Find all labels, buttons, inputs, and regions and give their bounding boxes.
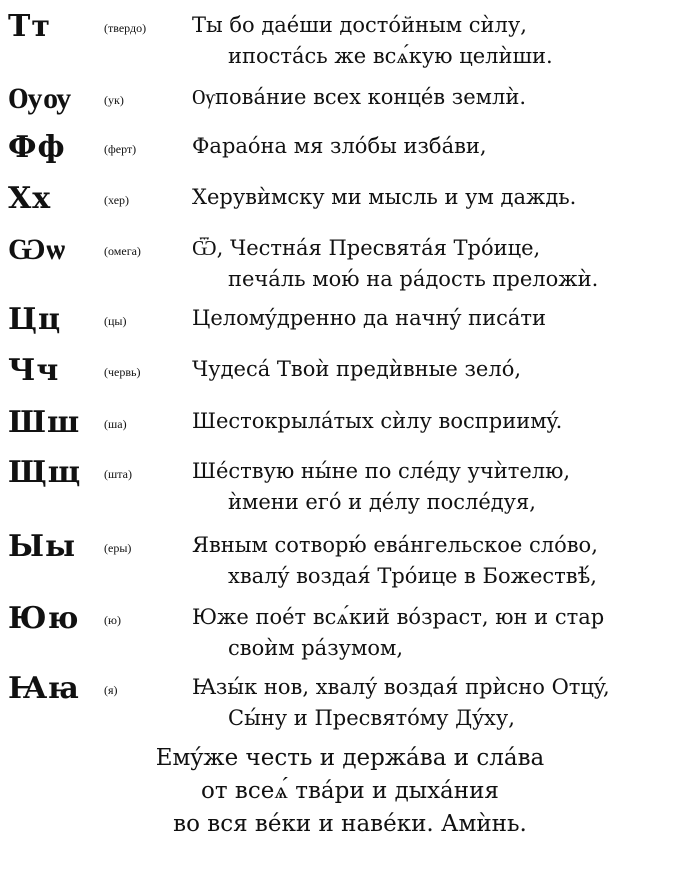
letter-name: (твердо) (104, 21, 147, 35)
verse (192, 354, 694, 385)
verse-line-1: Чудесá Твоѝ предѝвные зелó, (192, 357, 522, 381)
verse (192, 131, 694, 162)
letter-glyph: Ѹѹ (8, 81, 72, 116)
verse-line-1: Явным сотворю́ евáнгельское слóво, (192, 533, 598, 557)
letter-name: (я) (104, 683, 118, 697)
verse-line-1: Шéствую ны́не по слéду учѝтелю, (192, 459, 571, 483)
verse-line-1: Юже поéт всѧ́кий вóзраст, юн и стар (192, 605, 605, 629)
doxology-line: Емýже честь и держáва и слáва (155, 745, 545, 771)
verse-line-2: хвалý воздая́ Трóице в Божествѣ́, (228, 564, 597, 588)
letter-name: (цы) (104, 314, 127, 328)
letter-glyph: Юю (8, 601, 80, 636)
verse (192, 406, 694, 437)
verse (192, 456, 694, 518)
verse (192, 530, 694, 592)
letter-glyph: Тт (8, 9, 51, 44)
doxology-line: во вся вéки и навéки. Амѝнь. (173, 811, 527, 837)
verse-line-2: Сы́ну и Пресвятóму Дýху, (228, 706, 515, 730)
letter-name: (еры) (104, 541, 132, 555)
letter-name: (шта) (104, 467, 132, 481)
verse (192, 82, 694, 113)
letter-name: (ук) (104, 93, 124, 107)
letter-name: (ферт) (104, 142, 137, 156)
doxology (0, 742, 700, 841)
letter-glyph: Цц (8, 302, 62, 337)
verse-line-2: своѝм рáзумом, (228, 636, 403, 660)
verse-line-2: ѝмени егó и дéлу послéдуя, (228, 490, 536, 514)
verse (192, 10, 694, 72)
verse-line-1: Ты бо даéши достóйным сѝлу, (192, 13, 527, 37)
verse-line-1: Ѹповáние всех концéв землѝ. (192, 85, 527, 109)
letter-glyph: Хх (8, 181, 52, 216)
verse (192, 233, 694, 295)
verse (192, 182, 694, 213)
letter-glyph: Ѡѡ (8, 232, 67, 267)
letter-glyph: Ыы (8, 529, 77, 564)
letter-name: (червь) (104, 365, 141, 379)
verse-line-1: Херувѝмску ми мысль и ум даждь. (192, 185, 577, 209)
verse (192, 672, 694, 734)
letter-glyph: Шш (8, 405, 81, 440)
verse-line-1: Ѿ, Честнáя Пресвятáя Трóице, (192, 236, 541, 260)
verse-line-2: ипостáсь же всѧ́кую целѝши. (228, 44, 553, 68)
doxology-line: от всеѧ́ твáри и дыхáния (201, 778, 499, 804)
verse (192, 303, 694, 334)
verse-line-1: Фараóна мя злóбы избáви, (192, 134, 487, 158)
verse-line-1: Целомýдренно да начнý писáти (192, 306, 546, 330)
letter-name: (ю) (104, 613, 121, 627)
letter-glyph: Ꙗꙗ (8, 671, 80, 706)
verse-line-2: печáль мою́ на рáдость преложѝ. (228, 267, 599, 291)
letter-name: (хер) (104, 193, 130, 207)
letter-glyph: Щщ (8, 455, 82, 490)
letter-name: (омега) (104, 244, 141, 258)
letter-glyph: Фф (8, 130, 66, 165)
verse-line-1: Ꙗзы́к нов, хвалý воздая́ прѝсно Отцý, (192, 675, 610, 699)
verse-line-1: Шестокрылáтых сѝлу восприимý. (192, 409, 563, 433)
verse (192, 602, 694, 664)
letter-name: (ша) (104, 417, 127, 431)
letter-glyph: Чч (8, 353, 60, 388)
